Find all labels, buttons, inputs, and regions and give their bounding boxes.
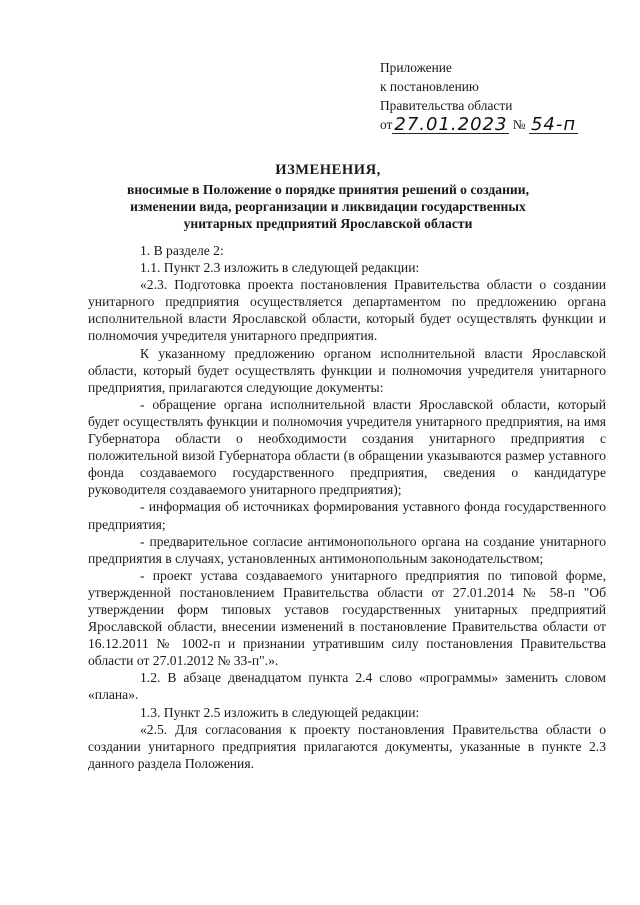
paragraph-2-3: «2.3. Подготовка проекта постановления Правительства области о создании унитарного предприятия осуществляется департаментом по предложению органа исполнительной власти Ярославской области, который будет осуществлять функции и полномочия учредителя унитарного предприятия.	[88, 277, 606, 344]
paragraph-1-1: 1.1. Пункт 2.3 изложить в следующей редакции:	[140, 260, 420, 276]
paragraph-2-5: «2.5. Для согласования к проекту постановления Правительства области о создании унитарного предприятия прилагаются документы, указанные в пункте 2.3 данного раздела Положения.	[88, 721, 606, 771]
title-line-1: вносимые в Положение о порядке принятия решений о создании,	[127, 182, 529, 197]
list-item-fund-info: - информация об источниках формирования уставного фонда государственного предприятия;	[88, 499, 606, 532]
appendix-date-number-row	[380, 115, 620, 134]
title-heading: ИЗМЕНЕНИЯ,	[275, 162, 381, 178]
appendix-block	[380, 58, 620, 134]
appendix-line-3: Правительства области	[380, 98, 513, 113]
list-item-charter: - проект устава создаваемого унитарного предприятия по типовой форме, утвержденной постановлением Правительства области от 27.01.2014 № 58-п "Об утверждении форм типовых уставов государственных унитарных предприятий Ярославской области, внесении изменений в постановление Правительства области от 16.12.2011 № 1002-п и признании утратившим силу постановления Правительства области от 27.01.2012 № 33-п".».	[88, 567, 606, 669]
handwritten-number: 54-п	[530, 114, 577, 135]
appendix-line-2: к постановлению	[380, 79, 479, 94]
title-line-2: изменении вида, реорганизации и ликвидации государственных	[130, 199, 526, 214]
handwritten-date: 27.01.2023	[394, 114, 508, 135]
list-item-appeal: - обращение органа исполнительной власти Ярославской области, который будет осуществлять функции и полномочия учредителя унитарного предприятия, на имя Губернатора области о необходимости создания унитарного предприятия с положительной визой Губернатора области (в обращении указываются размер уставного фонда создаваемого государственного предприятия, сведения о кандидатуре руководителя создаваемого унитарного предприятия);	[88, 396, 606, 498]
document-title	[112, 161, 544, 232]
paragraph-1-3: 1.3. Пункт 2.5 изложить в следующей редакции:	[140, 704, 420, 720]
list-item-antimonopoly: - предварительное согласие антимонопольного органа на создание унитарного предприятия в случаях, установленных антимонопольным законодательством;	[88, 533, 606, 566]
title-line-3: унитарных предприятий Ярославской области	[183, 216, 473, 231]
paragraph-1-2: 1.2. В абзаце двенадцатом пункта 2.4 слово «программы» заменить словом «плана».	[88, 670, 606, 703]
paragraph-attachments-intro: К указанному предложению органом исполнительной власти Ярославской области, который будет осуществлять функции и полномочия учредителя унитарного предприятия, прилагаются следующие документы:	[88, 345, 606, 395]
appendix-line-1: Приложение	[380, 60, 452, 75]
date-prefix: от	[380, 117, 393, 132]
paragraph-section-1: 1. В разделе 2:	[140, 243, 224, 258]
number-sign: №	[512, 117, 526, 132]
document-body	[88, 242, 606, 772]
